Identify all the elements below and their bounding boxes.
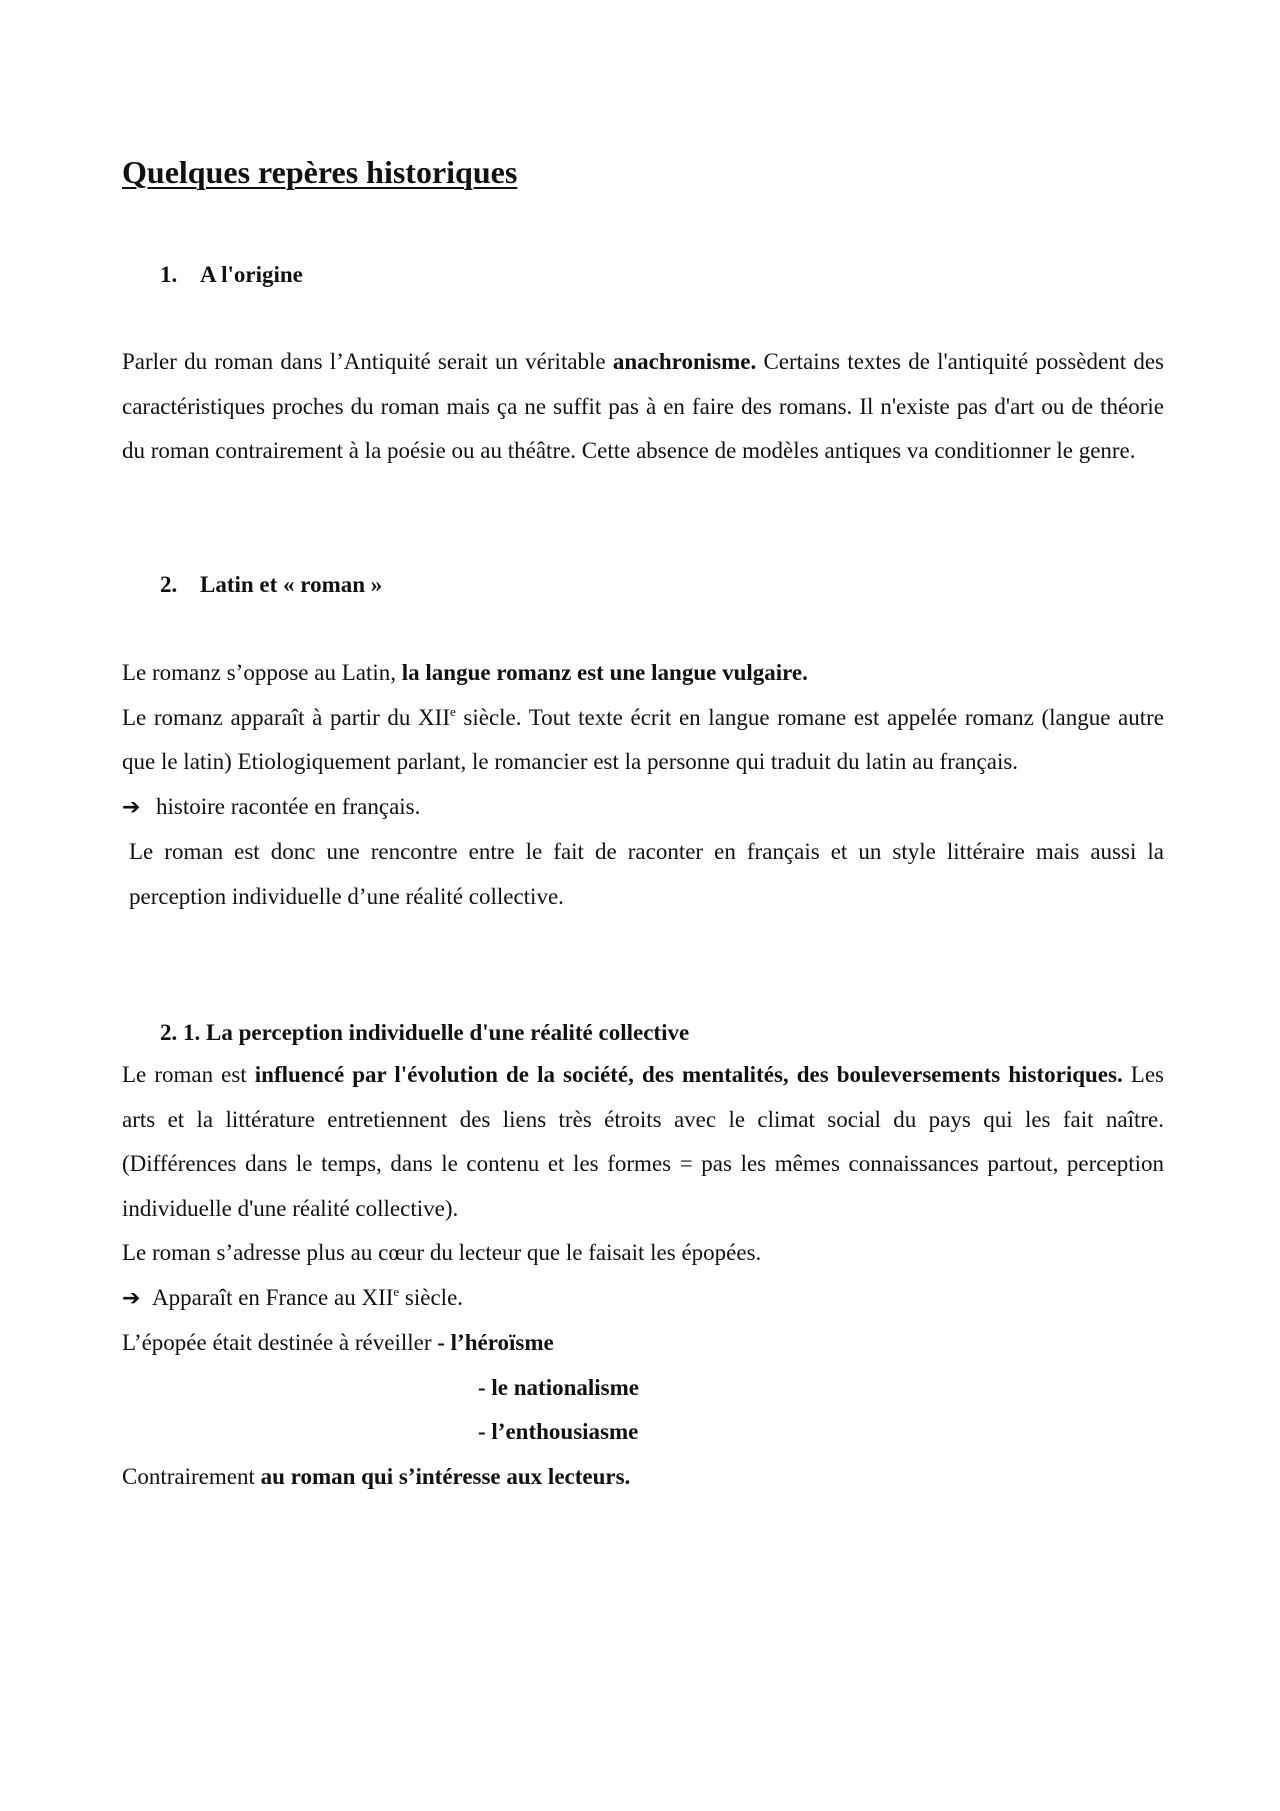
paragraph-text: Le roman est bbox=[122, 1062, 255, 1087]
section-heading-perception bbox=[160, 1019, 689, 1047]
paragraph-text: Contrairement bbox=[122, 1463, 261, 1489]
paragraph-text: Le roman s’adresse plus au cœur du lecteur que le faisait les épopées. bbox=[122, 1240, 762, 1265]
section-heading-text: La perception individuelle d'une réalité collective bbox=[206, 1020, 690, 1045]
epopee-item: - le nationalisme bbox=[478, 1374, 639, 1400]
section-number: 2. 1. bbox=[160, 1020, 201, 1045]
epopee-line bbox=[122, 1321, 1164, 1366]
section-latin-roman-body bbox=[122, 651, 1164, 919]
bold-text: influencé par l'évolution de la société, des mentalités, des bouleversements historiques. bbox=[254, 1062, 1123, 1087]
coeur-line bbox=[122, 1231, 1164, 1276]
paragraph-text: Apparaît en France au XII bbox=[152, 1284, 394, 1310]
paragraph-perception bbox=[122, 1053, 1164, 1231]
roman-rencontre-paragraph bbox=[122, 830, 1164, 919]
paragraph-origine bbox=[122, 340, 1164, 474]
epopee-item-line bbox=[122, 1366, 1164, 1411]
paragraph-text: Certains textes de l'antiquité possèdent des caractéristiques proches du roman mais ça ne suffit pas à en faire des romans. Il n'existe pas d'art ou de théorie du roman contrairement à la poésie ou au théâtre. Cette absence de modèles antiques va conditionner le genre. bbox=[122, 349, 1164, 463]
bold-text: anachronisme. bbox=[612, 349, 757, 374]
superscript: e bbox=[393, 1283, 400, 1299]
paragraph-text: L’épopée était destinée à réveiller bbox=[122, 1330, 438, 1355]
romanz-line bbox=[122, 651, 1164, 696]
paragraph-text: Le romanz s’oppose au Latin, bbox=[122, 660, 402, 685]
paragraph-text: Parler du roman dans l’Antiquité serait un véritable bbox=[122, 349, 613, 374]
superscript: e bbox=[449, 703, 456, 719]
arrow-line bbox=[122, 1276, 1164, 1322]
paragraph-text: Le roman est donc une rencontre entre le fait de raconter en français et un style littéraire mais aussi la perception individuelle d’une réalité collective. bbox=[129, 839, 1164, 909]
arrow-icon: ➔ bbox=[122, 794, 141, 820]
section-heading-latin-roman bbox=[160, 571, 382, 599]
epopee-item: - l’héroïsme bbox=[437, 1330, 554, 1355]
section-perception-body bbox=[122, 1053, 1164, 1499]
epopee-item-line bbox=[122, 1410, 1164, 1455]
arrow-icon: ➔ bbox=[122, 1285, 141, 1311]
section-number: 2. bbox=[160, 572, 178, 597]
arrow-line bbox=[122, 785, 1164, 831]
paragraph-text: Les arts et la littérature entretiennent des liens très étroits avec le climat social du pays qui les fait naître. (Différences dans le temps, dans le contenu et les formes = pas les mêmes connaissances partout, perception individuelle d'une réalité collective). bbox=[122, 1062, 1164, 1221]
conclusion-line bbox=[122, 1455, 1164, 1500]
paragraph-text: histoire racontée en français. bbox=[156, 793, 421, 819]
section-heading-text: Latin et « roman » bbox=[200, 572, 383, 597]
bold-text: au roman qui s’intéresse aux lecteurs. bbox=[260, 1463, 631, 1489]
bold-text: la langue romanz est une langue vulgaire. bbox=[401, 660, 808, 685]
paragraph-text: siècle. bbox=[399, 1284, 464, 1310]
section-number: 1. bbox=[160, 262, 178, 287]
paragraph-text: Le romanz apparaît à partir du XII bbox=[122, 704, 450, 730]
page-title: Quelques repères historiques bbox=[122, 154, 518, 190]
paragraph-text: siècle. Tout texte écrit en langue romane est appelée romanz (langue autre que le latin) Etiologiquement parlant, le romancier est la personne qui traduit du latin au français. bbox=[122, 704, 1164, 774]
section-heading-origine bbox=[160, 261, 303, 289]
section-heading-text: A l'origine bbox=[200, 262, 303, 287]
epopee-item: - l’enthousiasme bbox=[478, 1419, 639, 1444]
romanz-apparition-paragraph bbox=[122, 696, 1164, 785]
